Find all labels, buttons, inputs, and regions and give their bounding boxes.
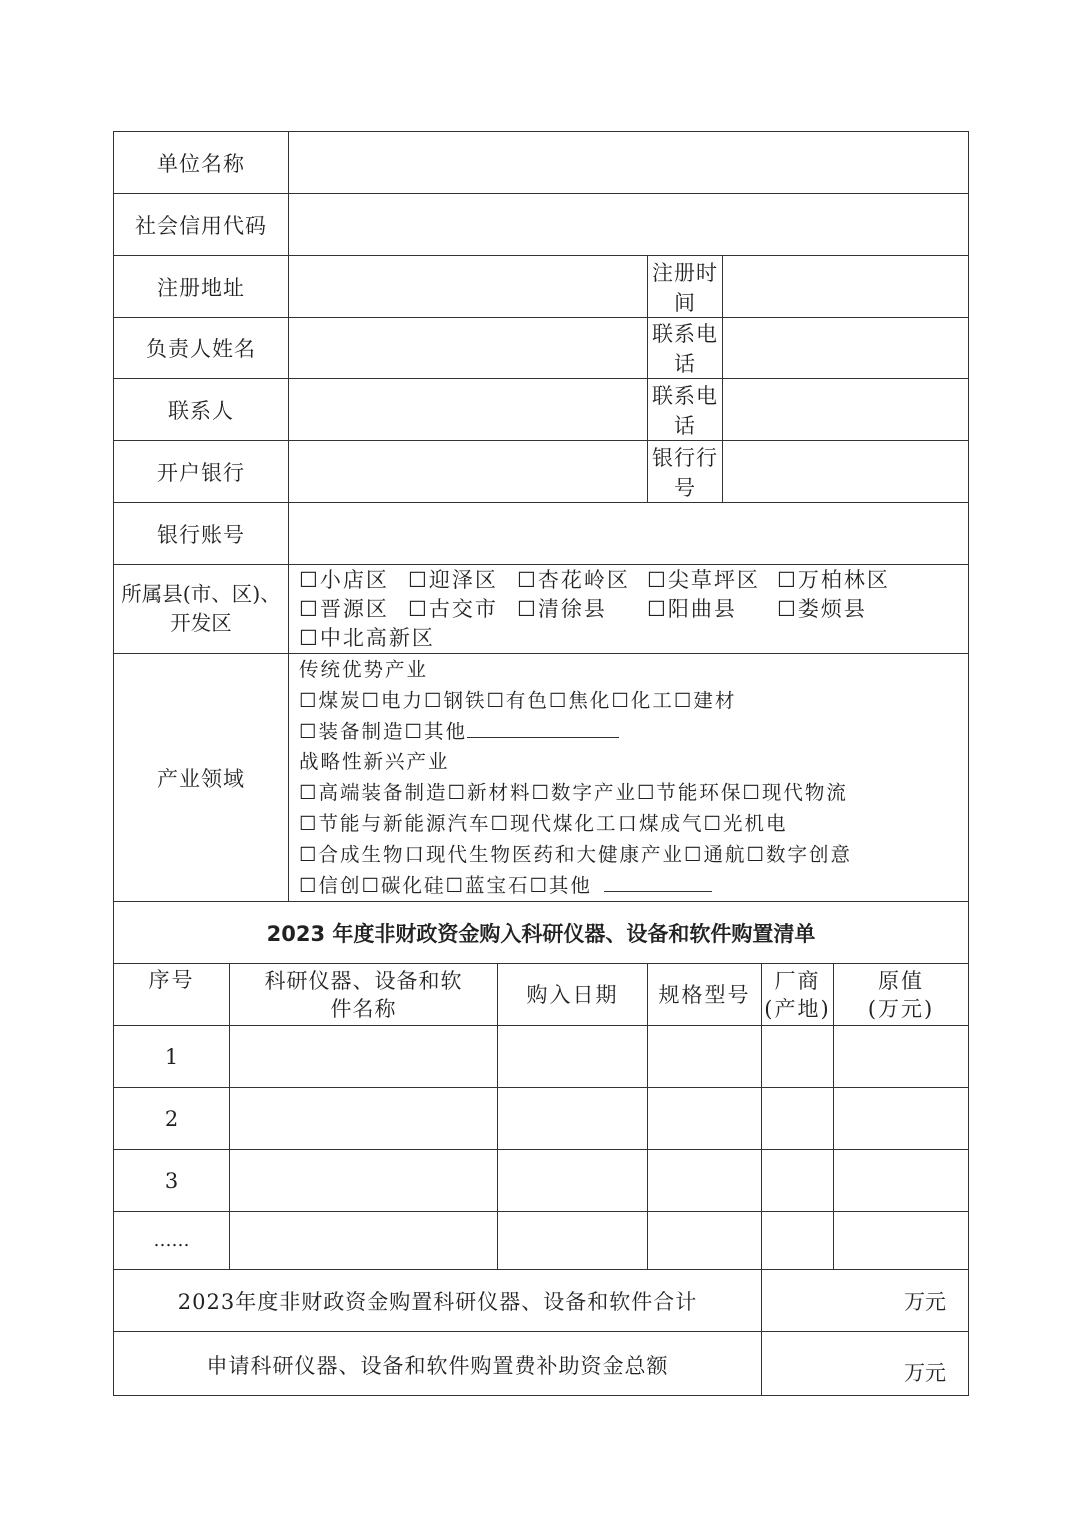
bank-code-field[interactable] [723, 441, 969, 503]
row-number: 2 [114, 1088, 230, 1150]
district-label [114, 565, 289, 654]
industry-label: 产业领域 [114, 654, 289, 902]
table-row [114, 1212, 969, 1270]
leader-name-label: 负责人姓名 [114, 318, 289, 379]
district-option[interactable]: ☐古交市 [408, 597, 498, 621]
subsidy-total-field[interactable] [762, 1332, 969, 1396]
bank-code-label: 银行行号 [648, 441, 723, 503]
header-item-name [230, 964, 498, 1026]
manufacturer-cell[interactable] [762, 1150, 834, 1212]
strategic-heading: 战略性新兴产业 [299, 750, 450, 774]
bank-account-field[interactable] [289, 503, 969, 565]
district-label-line2: 开发区 [170, 611, 232, 635]
district-option[interactable]: ☐尖草坪区 [647, 568, 760, 592]
traditional-options-2-text[interactable]: ☐装备制造☐其他 [299, 719, 467, 743]
row-subsidy [114, 1332, 969, 1396]
row-credit-code [114, 194, 969, 256]
manufacturer-cell[interactable] [762, 1026, 834, 1088]
header-purchase-date: 购入日期 [498, 964, 648, 1026]
original-value-cell[interactable] [834, 1212, 969, 1270]
strategic-options-2[interactable]: ☐节能与新能源汽车☐现代煤化工口煤成气☐光机电 [299, 811, 788, 835]
purchase-total-unit: 万元 [904, 1289, 947, 1314]
traditional-heading: 传统优势产业 [299, 658, 429, 681]
model-cell[interactable] [648, 1088, 762, 1150]
bank-field[interactable] [289, 441, 648, 503]
header-original-value [834, 964, 969, 1026]
header-item-name-line2: 件名称 [330, 996, 397, 1021]
contact-label: 联系人 [114, 379, 289, 441]
district-option[interactable]: ☐万柏林区 [777, 568, 890, 592]
reg-time-field[interactable] [723, 256, 969, 318]
row-bank-account [114, 503, 969, 565]
district-option[interactable]: ☐晋源区 [299, 597, 389, 621]
original-value-cell[interactable] [834, 1026, 969, 1088]
leader-phone-field[interactable] [723, 318, 969, 379]
bank-label: 开户银行 [114, 441, 289, 503]
model-cell[interactable] [648, 1150, 762, 1212]
reg-time-label: 注册时间 [648, 256, 723, 318]
purchase-total-label: 2023年度非财政资金购置科研仪器、设备和软件合计 [114, 1270, 762, 1332]
row-purchase-header [114, 964, 969, 1026]
header-model: 规格型号 [648, 964, 762, 1026]
header-manufacturer-line2: (产地) [764, 996, 831, 1021]
row-number: 1 [114, 1026, 230, 1088]
industry-options [289, 654, 969, 902]
row-number: …… [114, 1212, 230, 1270]
row-total [114, 1270, 969, 1332]
header-manufacturer-line1: 厂商 [774, 968, 821, 993]
leader-name-field[interactable] [289, 318, 648, 379]
item-name-cell[interactable] [230, 1150, 498, 1212]
contact-phone-field[interactable] [723, 379, 969, 441]
strategic-options-4 [299, 871, 968, 902]
row-unit-name [114, 132, 969, 194]
contact-phone-label: 联系电话 [648, 379, 723, 441]
reg-address-label: 注册地址 [114, 256, 289, 318]
purchase-list-title: 2023 年度非财政资金购入科研仪器、设备和软件购置清单 [114, 902, 969, 964]
application-form [113, 131, 969, 1396]
reg-address-field[interactable] [289, 256, 648, 318]
district-option[interactable]: ☐清徐县 [517, 597, 607, 621]
purchase-date-cell[interactable] [498, 1150, 648, 1212]
credit-code-label: 社会信用代码 [114, 194, 289, 256]
header-original-value-line1: 原值 [878, 968, 925, 993]
original-value-cell[interactable] [834, 1088, 969, 1150]
header-manufacturer [762, 964, 834, 1026]
traditional-options-1[interactable]: ☐煤炭☐电力☐钢铁☐有色☐焦化☐化工☐建材 [299, 688, 737, 712]
row-purchase-title [114, 902, 969, 964]
row-district [114, 565, 969, 654]
district-label-line1: 所属县(市、区)、 [121, 582, 281, 606]
table-row [114, 1026, 969, 1088]
district-option[interactable]: ☐迎泽区 [408, 568, 498, 592]
district-option[interactable]: ☐杏花岭区 [517, 568, 630, 592]
manufacturer-cell[interactable] [762, 1088, 834, 1150]
purchase-total-field[interactable] [762, 1270, 969, 1332]
table-row [114, 1150, 969, 1212]
header-seq: 序号 [114, 964, 230, 1026]
subsidy-total-unit: 万元 [904, 1361, 947, 1386]
model-cell[interactable] [648, 1026, 762, 1088]
subsidy-total-label: 申请科研仪器、设备和软件购置费补助资金总额 [114, 1332, 762, 1396]
district-option[interactable]: ☐阳曲县 [647, 597, 737, 621]
original-value-cell[interactable] [834, 1150, 969, 1212]
district-option[interactable]: ☐中北高新区 [299, 626, 435, 650]
row-contact [114, 379, 969, 441]
row-industry [114, 654, 969, 902]
header-item-name-line1: 科研仪器、设备和软 [264, 968, 463, 993]
contact-field[interactable] [289, 379, 648, 441]
model-cell[interactable] [648, 1212, 762, 1270]
district-option[interactable]: ☐小店区 [299, 568, 389, 592]
bank-account-label: 银行账号 [114, 503, 289, 565]
strategic-options-1[interactable]: ☐高端装备制造☐新材料☐数字产业☐节能环保☐现代物流 [299, 781, 848, 805]
table-row [114, 1088, 969, 1150]
other-blank-line[interactable] [604, 873, 712, 892]
unit-name-label: 单位名称 [114, 132, 289, 194]
item-name-cell[interactable] [230, 1026, 498, 1088]
row-reg-address [114, 256, 969, 318]
purchase-date-cell[interactable] [498, 1212, 648, 1270]
header-original-value-line2: (万元) [867, 996, 935, 1021]
district-option[interactable]: ☐娄烦县 [777, 597, 867, 621]
item-name-cell[interactable] [230, 1088, 498, 1150]
district-options [289, 565, 969, 654]
strategic-options-3[interactable]: ☐合成生物口现代生物医药和大健康产业☐通航☐数字创意 [299, 842, 852, 866]
other-blank-line[interactable] [467, 719, 619, 738]
credit-code-field[interactable] [289, 194, 969, 256]
row-number: 3 [114, 1150, 230, 1212]
purchase-date-cell[interactable] [498, 1026, 648, 1088]
purchase-date-cell[interactable] [498, 1088, 648, 1150]
row-leader [114, 318, 969, 379]
item-name-cell[interactable] [230, 1212, 498, 1270]
unit-name-field[interactable] [289, 132, 969, 194]
traditional-options-2 [299, 717, 968, 748]
manufacturer-cell[interactable] [762, 1212, 834, 1270]
row-bank [114, 441, 969, 503]
strategic-options-4-text[interactable]: ☐信创☐碳化硅☐蓝宝石☐其他 [299, 873, 592, 897]
leader-phone-label: 联系电话 [648, 318, 723, 379]
